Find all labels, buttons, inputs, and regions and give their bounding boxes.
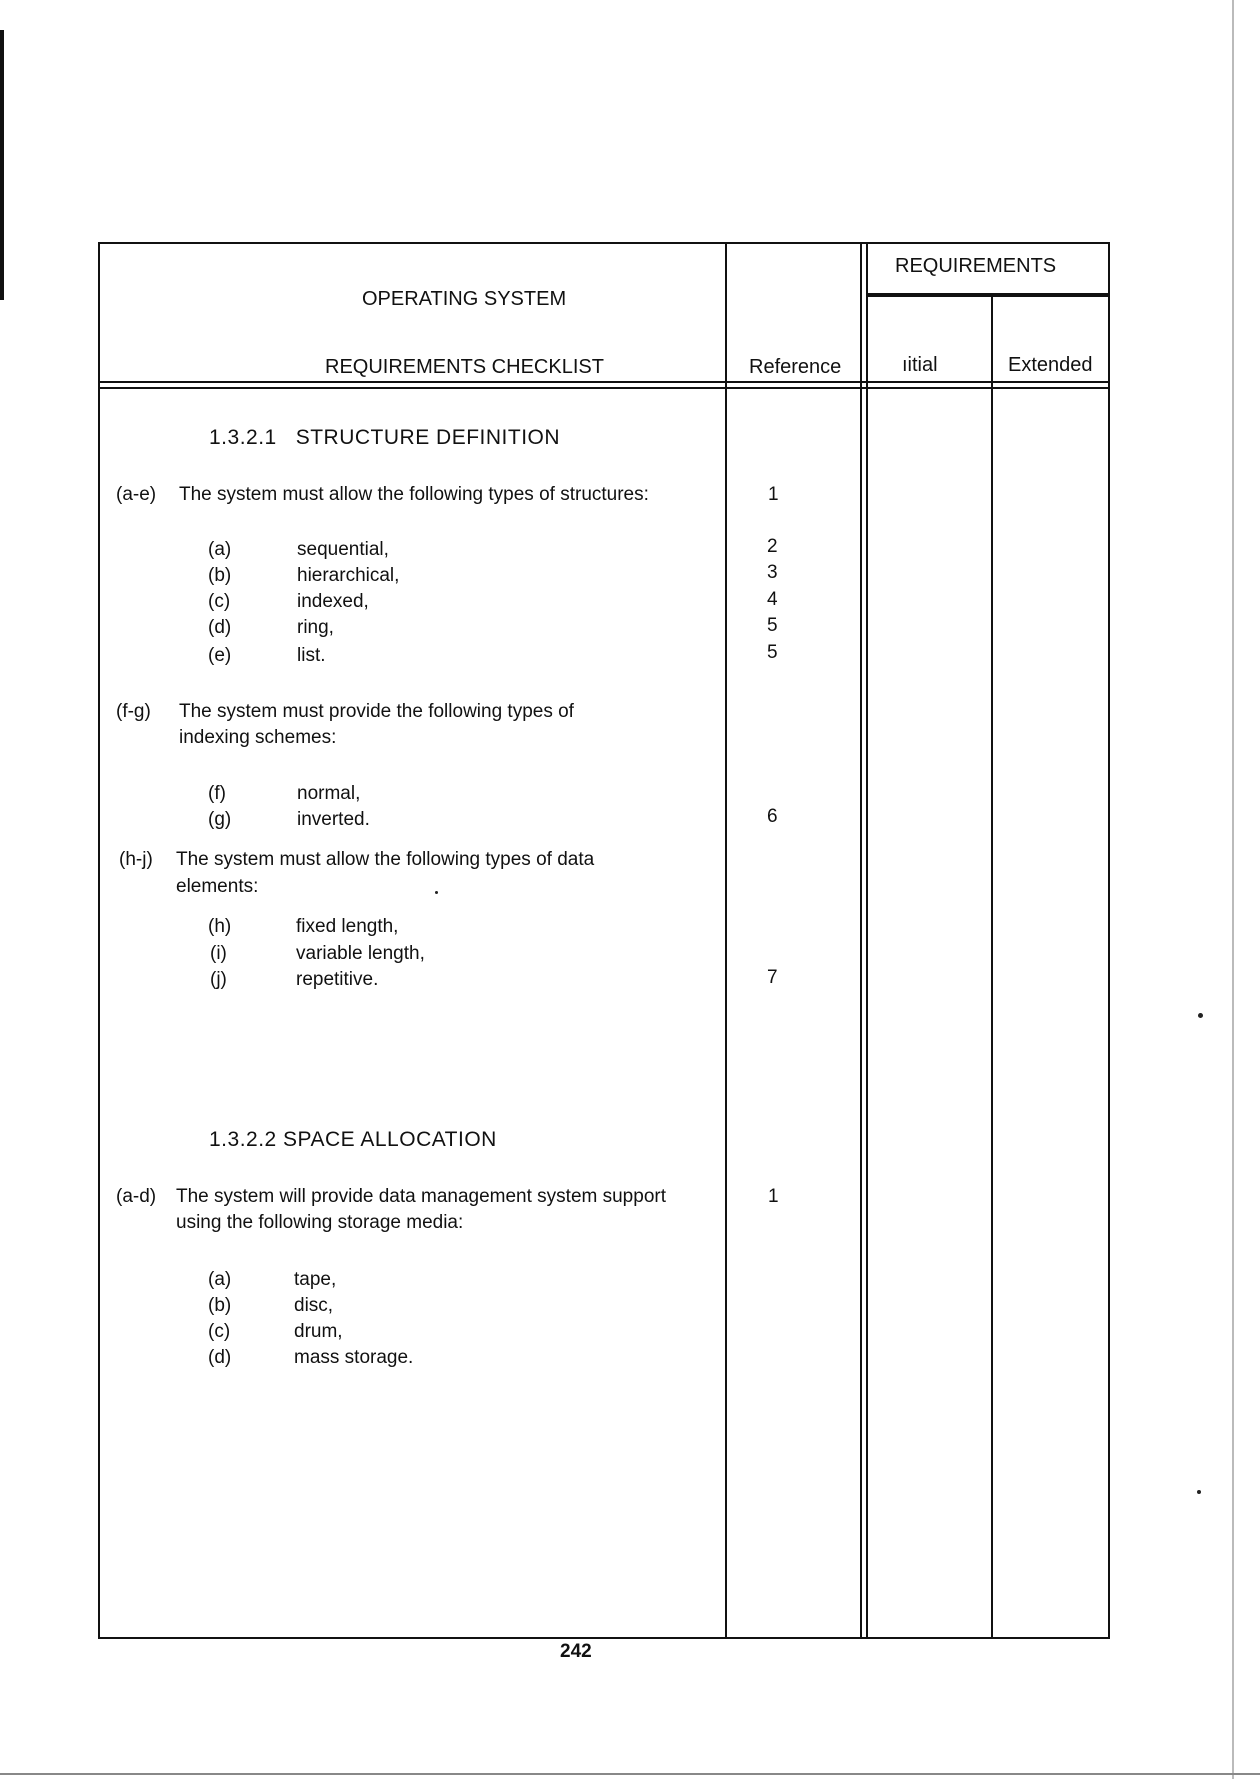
item-text: indexed, [297,591,369,612]
item-label: (a) [208,539,232,560]
item-label: (c) [208,1321,231,1342]
item-text: hierarchical, [297,565,400,586]
item-text: fixed length, [296,916,399,937]
item-text: normal, [297,783,361,804]
table-top-border [98,242,1110,244]
group-tag: (a-e) [116,484,157,505]
item-text: mass storage. [294,1347,414,1368]
item-text: tape, [294,1269,337,1290]
reference-number: 3 [767,562,778,583]
reference-number: 4 [767,589,778,610]
header-double-rule-top [98,381,1110,383]
header-double-rule-bottom [98,387,1110,389]
initial-extended-divider [991,296,993,1639]
scan-edge-left [0,30,4,300]
item-text: drum, [294,1321,343,1342]
item-label: (g) [208,809,232,830]
scan-speck [1198,1013,1203,1018]
item-text: sequential, [297,539,389,560]
reference-number: 7 [767,967,778,988]
section-heading-structure-definition: 1.3.2.1 STRUCTURE DEFINITION [209,426,561,449]
requirements-column-double-rule [860,242,862,1639]
scan-speck [1197,1490,1201,1494]
table-right-border [1108,242,1110,1639]
item-label: (f) [208,783,226,804]
requirements-column-header: REQUIREMENTS [895,255,1057,277]
group-tag: (a-d) [116,1186,157,1207]
reference-number: 1 [768,484,779,505]
item-text: repetitive. [296,969,379,990]
reference-number: 1 [768,1186,779,1207]
item-text: disc, [294,1295,334,1316]
section-heading-space-allocation: 1.3.2.2 SPACE ALLOCATION [209,1128,497,1151]
item-text: list. [297,645,326,666]
item-text: inverted. [297,809,370,830]
initial-column-header: ıitial [902,354,938,376]
extended-column-header: Extended [1008,354,1093,376]
table-bottom-border [98,1637,1110,1639]
group-text: using the following storage media: [176,1212,464,1233]
table-left-border [98,242,100,1639]
title-line-2: REQUIREMENTS CHECKLIST [325,356,604,378]
reference-number: 6 [767,806,778,827]
scan-speck [435,891,438,894]
reference-column-header: Reference [749,356,842,378]
item-label: (c) [208,591,231,612]
scan-edge-bottom [0,1773,1260,1775]
item-text: ring, [297,617,334,638]
group-text: The system must allow the following types of data [176,849,595,870]
scan-edge-right [1232,0,1234,1779]
requirements-header-rule [866,293,1110,297]
group-text: The system must allow the following types of structures: [179,484,649,505]
group-tag: (h-j) [119,849,153,870]
group-tag: (f-g) [116,701,151,722]
group-text: The system must provide the following types of [179,701,574,722]
item-label: (b) [208,1295,232,1316]
item-label: (d) [208,617,232,638]
group-text: elements: [176,876,259,897]
reference-number: 2 [767,536,778,557]
group-text: The system will provide data management system support [176,1186,666,1207]
item-label: (j) [210,969,227,990]
item-label: (i) [210,943,227,964]
item-label: (b) [208,565,232,586]
title-line-1: OPERATING SYSTEM [362,288,567,310]
item-text: variable length, [296,943,425,964]
reference-number: 5 [767,642,778,663]
item-label: (d) [208,1347,232,1368]
item-label: (h) [208,916,232,937]
item-label: (a) [208,1269,232,1290]
page-number: 242 [560,1641,592,1662]
requirements-column-double-rule [866,242,868,1639]
reference-column-left-rule [725,242,727,1639]
item-label: (e) [208,645,232,666]
reference-number: 5 [767,615,778,636]
group-text: indexing schemes: [179,727,337,748]
